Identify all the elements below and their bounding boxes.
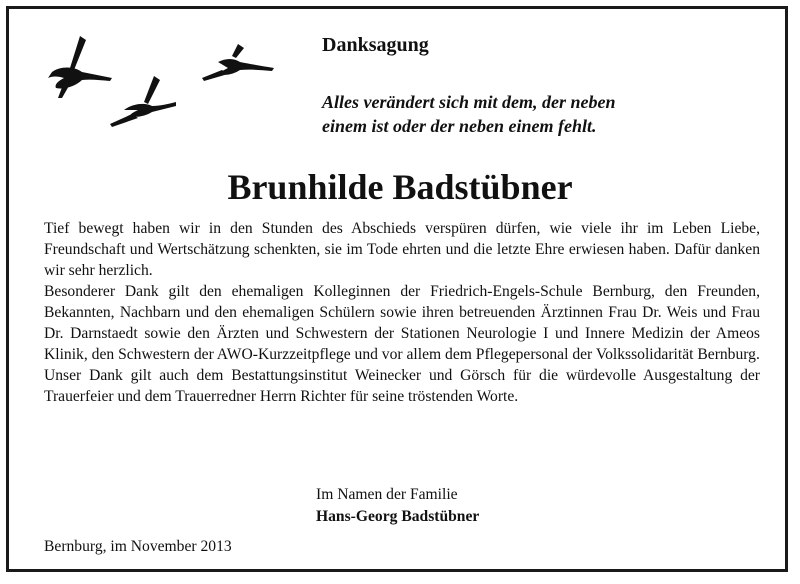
flying-birds-icon <box>40 32 280 132</box>
motto-line-2: einem ist oder der neben einem fehlt. <box>322 116 597 136</box>
motto-line-1: Alles verändert sich mit dem, der neben <box>322 92 616 112</box>
signature-name: Hans-Georg Badstübner <box>316 508 480 525</box>
body-paragraph-3: Unser Dank gilt auch dem Bestattungsinstitut Weinecker und Görsch für die würdevolle Ausgestaltung der Trauerfeier und dem Trauerredner Herrn Richter für seine tröstenden Worte. <box>44 367 760 405</box>
notice-body <box>44 218 760 407</box>
place-date: Bernburg, im November 2013 <box>44 538 232 555</box>
signature-block <box>316 484 479 528</box>
deceased-name: Brunhilde Badstübner <box>227 167 573 207</box>
motto-quote <box>322 90 742 138</box>
signature-line-1: Im Namen der Familie <box>316 486 458 503</box>
notice-heading: Danksagung <box>322 34 429 56</box>
body-paragraph-1: Tief bewegt haben wir in den Stunden des Abschieds verspüren dürfen, wie viele ihr im Leben Liebe, Freundschaft und Wertschätzung schenkten, sie im Tode ehrten und die letzte Ehre erwiesen haben. Dafür danken wir sehr herzlich. <box>44 220 760 279</box>
body-paragraph-2: Besonderer Dank gilt den ehemaligen Kolleginnen der Friedrich-Engels-Schule Bernburg, den Freunden, Bekannten, Nachbarn und den ehemaligen Schülern sowie ihren betreuenden Ärztinnen Frau Dr. Weis und Frau Dr. Darnstaedt sowie den Ärzten und Schwestern der Stationen Neurologie I und Innere Medizin der Ameos Klinik, den Schwestern der AWO-Kurzzeitpflege und vor allem dem Pflegepersonal der Volkssolidarität Bernburg. <box>44 283 760 363</box>
